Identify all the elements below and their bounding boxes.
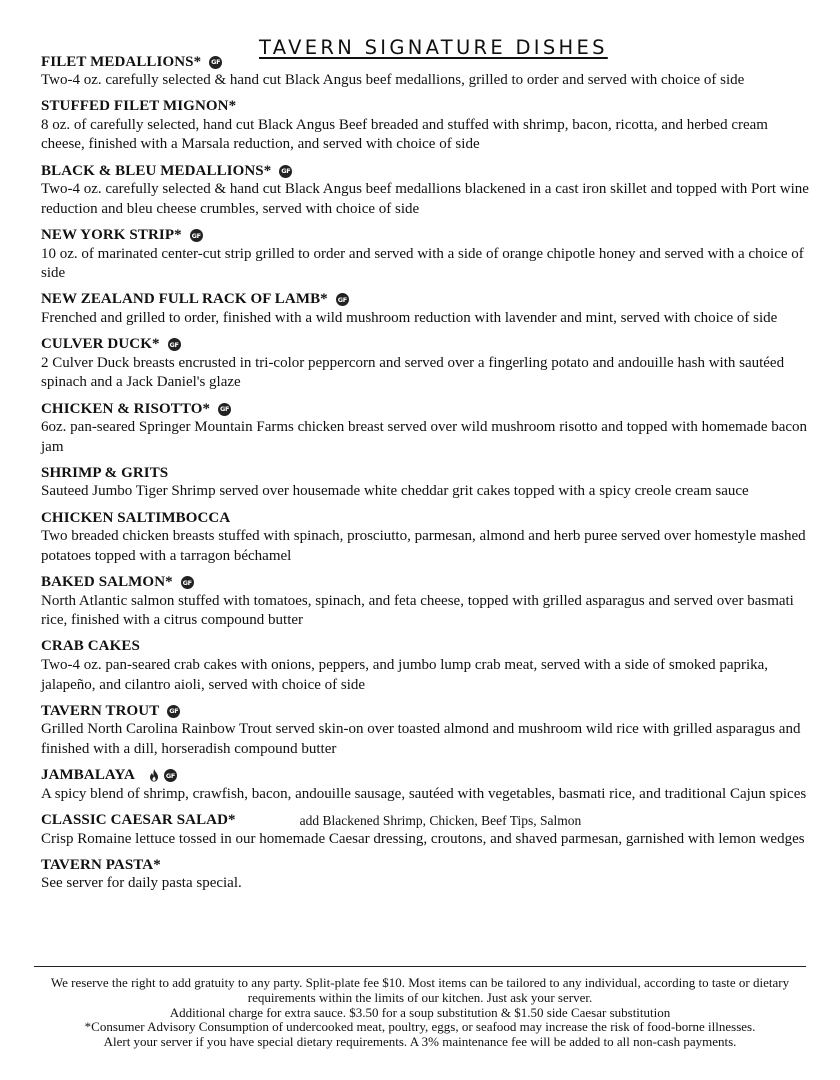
menu-item — [41, 702, 811, 759]
menu-item-description: 2 Culver Duck breasts encrusted in tri-color peppercorn and served over a fingerling potato and andouille hash with sautéed spinach and a Jack Daniel's glaze — [41, 354, 785, 391]
menu-item-header — [41, 702, 811, 720]
menu-item-header — [41, 227, 811, 245]
menu-item — [41, 767, 811, 805]
menu-item-header — [41, 767, 811, 785]
gluten-free-icon: GF — [164, 769, 177, 782]
gluten-free-icon: GF — [190, 229, 203, 242]
menu-item-header — [41, 574, 811, 592]
menu-item-header — [41, 336, 811, 354]
menu-item-name: STUFFED FILET MIGNON* — [41, 98, 237, 115]
gluten-free-icon: GF — [167, 705, 180, 718]
menu-item-description: Two-4 oz. pan-seared crab cakes with onions, peppers, and jumbo lump crab meat, served with a side of smoked paprika, jalapeño, and cilantro aioli, served with choice of side — [41, 656, 769, 693]
gluten-free-icon: GF — [168, 338, 181, 351]
menu-item-description: North Atlantic salmon stuffed with tomatoes, spinach, and feta cheese, topped with grilled asparagus and served over basmati rice, finished with a citrus compound butter — [41, 592, 794, 629]
menu-item — [41, 812, 811, 850]
menu-item — [41, 162, 811, 219]
menu-item — [41, 574, 811, 631]
menu-item-description: A spicy blend of shrimp, crawfish, bacon, andouille sausage, sautéed with vegetables, basmati rice, and traditional Cajun spices — [41, 785, 807, 802]
menu-item-name: TAVERN TROUT — [41, 702, 160, 719]
menu-item-description: 8 oz. of carefully selected, hand cut Black Angus Beef breaded and stuffed with shrimp, bacon, ricotta, and herbed cream cheese, finished with a Marsala reduction, and served with choice of side — [41, 116, 768, 153]
gluten-free-icon: GF — [209, 56, 222, 69]
footer-notes — [30, 976, 810, 1050]
menu-item-name: CHICKEN & RISOTTO* — [41, 400, 211, 417]
menu-item-header — [41, 812, 811, 830]
menu-item-name: TAVERN PASTA* — [41, 856, 161, 873]
menu-item-name: BAKED SALMON* — [41, 574, 173, 591]
menu-item-addon: add Blackened Shrimp, Chicken, Beef Tips, Salmon — [299, 812, 582, 828]
menu-item — [41, 509, 811, 566]
menu-item-description: Frenched and grilled to order, finished with a wild mushroom reduction with lavender and mint, served with choice of side — [41, 309, 778, 326]
menu-item-name: CHICKEN SALTIMBOCCA — [41, 509, 231, 526]
menu-item — [41, 638, 811, 695]
menu-item — [41, 464, 811, 502]
menu-item-name: FILET MEDALLIONS* — [41, 53, 202, 70]
menu-item — [41, 291, 811, 329]
menu-item-description: Sauteed Jumbo Tiger Shrimp served over housemade white cheddar grit cakes topped with a spicy creole cream sauce — [41, 483, 749, 500]
menu-item-name: CLASSIC CAESAR SALAD* — [41, 812, 236, 828]
gluten-free-icon: GF — [181, 576, 194, 589]
menu-item-header — [41, 291, 811, 309]
footer-line: *Consumer Advisory Consumption of undercooked meat, poultry, eggs, or seafood may increase the risk of food-borne illnesses. — [84, 1019, 756, 1035]
spicy-flame-icon — [148, 769, 160, 783]
menu-item-description: 10 oz. of marinated center-cut strip grilled to order and served with a side of orange chipotle honey and served with a choice of side — [41, 245, 804, 282]
menu-item-description: Two-4 oz. carefully selected & hand cut Black Angus beef medallions, grilled to order and served with choice of side — [41, 72, 745, 88]
menu-item-name: JAMBALAYA — [41, 767, 135, 784]
menu-item-description: Two breaded chicken breasts stuffed with spinach, prosciutto, parmesan, almond and herb puree served over homestyle mashed potatoes topped with a tarragon béchamel — [41, 528, 806, 564]
menu-item-name: CRAB CAKES — [41, 638, 140, 655]
menu-item-name: BLACK & BLEU MEDALLIONS* — [41, 162, 272, 179]
menu-item-header — [41, 53, 811, 71]
menu-items-list — [41, 53, 811, 894]
menu-item-header — [41, 509, 811, 527]
menu-item-description: Two-4 oz. carefully selected & hand cut Black Angus beef medallions blackened in a cast iron skillet and topped with Port wine reduction and bleu cheese crumbles, served with choice of side — [41, 181, 809, 217]
gluten-free-icon: GF — [218, 403, 231, 416]
menu-item-description: 6oz. pan-seared Springer Mountain Farms chicken breast served over wild mushroom risotto and topped with homemade bacon jam — [41, 419, 808, 455]
gluten-free-icon: GF — [279, 165, 292, 178]
menu-item — [41, 400, 811, 457]
menu-item — [41, 856, 811, 894]
menu-item-description: Crisp Romaine lettuce tossed in our homemade Caesar dressing, croutons, and shaved parmesan, garnished with lemon wedges — [41, 830, 805, 847]
menu-item-description: Grilled North Carolina Rainbow Trout served skin-on over toasted almond and mushroom wild rice with grilled asparagus and finished with a dill, horseradish compound butter — [41, 721, 801, 757]
menu-item — [41, 227, 811, 284]
menu-item-header — [41, 464, 811, 482]
menu-item-name: SHRIMP & GRITS — [41, 464, 169, 481]
footer-divider — [34, 966, 806, 967]
footer-line: Alert your server if you have special dietary requirements. A 3% maintenance fee will be added to all non-cash payments. — [103, 1034, 737, 1050]
menu-item-header — [41, 98, 811, 116]
menu-item-header — [41, 638, 811, 656]
page-title: TAVERN SIGNATURE DISHES — [259, 36, 608, 59]
footer-line: We reserve the right to add gratuity to any party. Split-plate fee $10. Most items can be tailored to any individual, according to taste or dietary requirements within the limits of our kitchen. Just ask your server. — [50, 975, 790, 1005]
menu-item-name: CULVER DUCK* — [41, 336, 160, 353]
footer-line: Additional charge for extra sauce. $3.50 for a soup substitution & $1.50 side Caesar substitution — [169, 1004, 671, 1020]
menu-item-name: NEW YORK STRIP* — [41, 227, 182, 244]
menu-item — [41, 336, 811, 393]
menu-item-description: See server for daily pasta special. — [41, 875, 242, 892]
menu-item — [41, 53, 811, 91]
menu-item-header — [41, 856, 811, 874]
menu-item-header — [41, 162, 811, 180]
menu-item — [41, 98, 811, 155]
menu-item-name: NEW ZEALAND FULL RACK OF LAMB* — [41, 291, 328, 308]
gluten-free-icon: GF — [336, 293, 349, 306]
menu-item-header — [41, 400, 811, 418]
